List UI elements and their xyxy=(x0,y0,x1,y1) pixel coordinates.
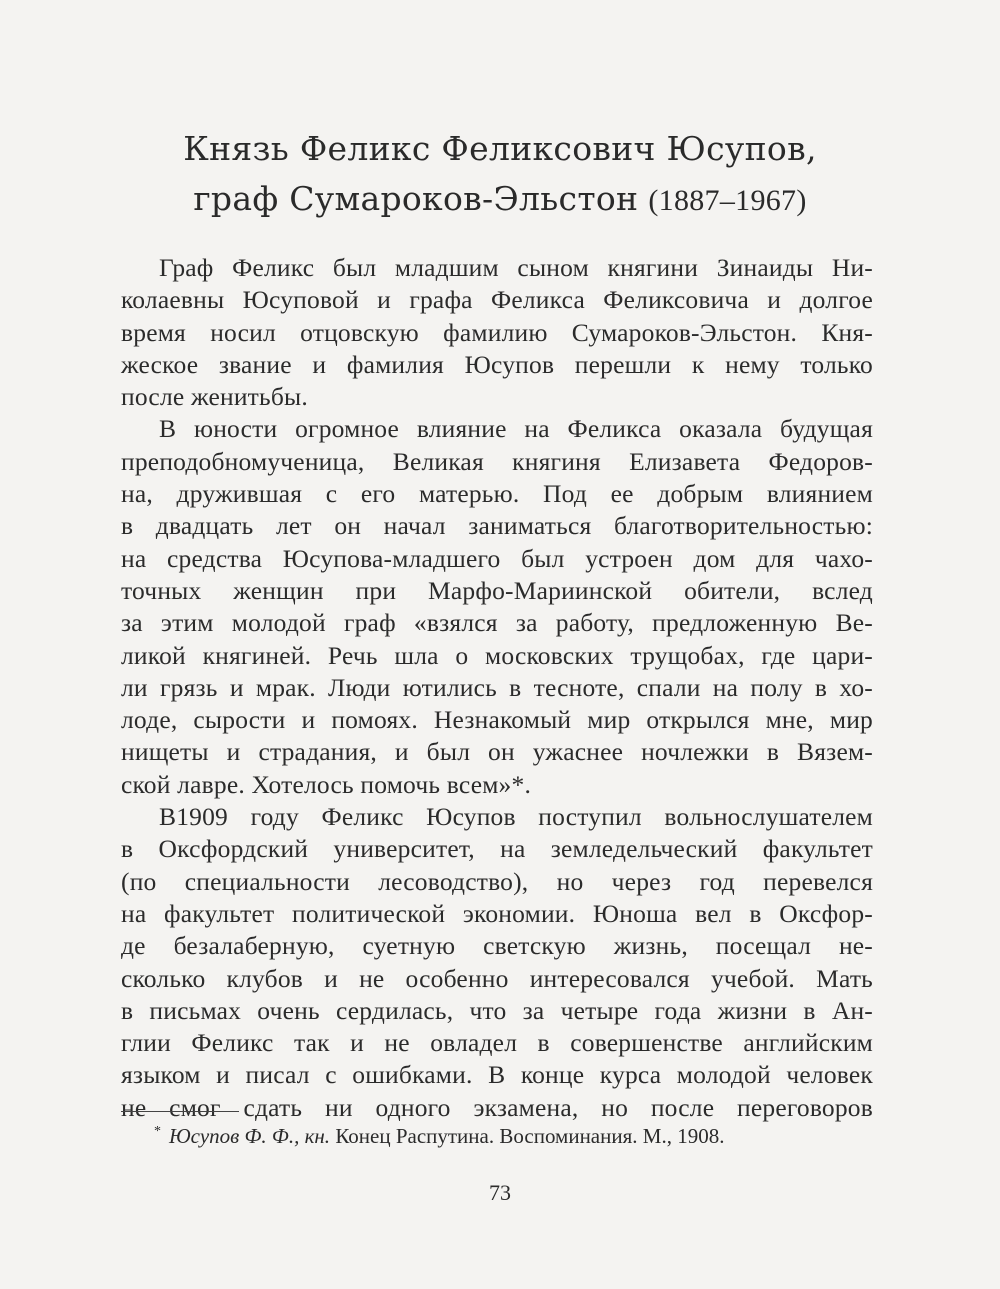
title-line-1: Князь Феликс Феликсович Юсупов, xyxy=(183,129,817,168)
text-line: время носил отцовскую фамилию Сумароков-Эльстон. Кня- xyxy=(121,317,873,347)
footnote-rule xyxy=(121,1111,239,1112)
text-line: В1909 году Феликс Юсупов поступил вольнослушателем xyxy=(159,802,873,832)
text-line: точных женщин при Марфо-Мариинской обители, вслед xyxy=(121,575,873,605)
text-line: не смог сдать ни одного экзамена, но после переговоров xyxy=(121,1092,873,1122)
text-line: после женитьбы. xyxy=(121,382,308,412)
footnote-mark: * xyxy=(154,1124,161,1139)
footnote-author: Юсупов Ф. Ф., кн. xyxy=(169,1124,331,1148)
text-line: глии Феликс так и не овладел в совершенстве английским xyxy=(121,1028,873,1058)
text-line: де безалаберную, суетную светскую жизнь, посещал не- xyxy=(121,931,873,961)
text-line: преподобномученица, Великая княгиня Елизавета Федоров- xyxy=(121,446,873,476)
text-line: ской лавре. Хотелось помочь всем»*. xyxy=(121,769,532,799)
text-line: на, дружившая с его матерью. Под ее добрым влиянием xyxy=(121,479,873,509)
text-line: за этим молодой граф «взялся за работу, предложенную Ве- xyxy=(121,608,873,638)
title-line-2-text: граф Сумароков-Эльстон xyxy=(193,179,639,218)
text-line: Граф Феликс был младшим сыном княгини Зинаиды Ни- xyxy=(159,253,873,282)
text-line: жеское звание и фамилия Юсупов перешли к нему только xyxy=(121,349,873,379)
body-text xyxy=(121,252,873,1124)
text-line: лоде, сырости и помоях. Незнакомый мир открылся мне, мир xyxy=(121,705,873,735)
text-line: на факультет политической экономии. Юноша вел в Оксфор- xyxy=(121,898,873,928)
text-line: в двадцать лет он начал заниматься благотворительностью: xyxy=(121,511,873,541)
text-line: ликой княгиней. Речь шла о московских трущобах, где цари- xyxy=(121,640,873,670)
text-line: ли грязь и мрак. Люди ютились в тесноте, спали на полу в хо- xyxy=(121,672,873,702)
footnote-text: Конец Распутина. Воспоминания. М., 1908. xyxy=(335,1124,725,1148)
text-line: в письмах очень сердилась, что за четыре года жизни в Ан- xyxy=(121,995,873,1025)
text-line: сколько клубов и не особенно интересовался учебой. Мать xyxy=(121,963,873,993)
text-line: В юности огромное влияние на Феликса оказала будущая xyxy=(159,414,873,444)
page-number: 73 xyxy=(489,1180,511,1205)
title-line-2 xyxy=(120,174,880,226)
text-line: нищеты и страдания, и был он ужаснее ночлежки в Вязем- xyxy=(121,737,873,767)
footnote xyxy=(154,1124,724,1149)
text-line: на средства Юсупова-младшего был устроен дом для чахо- xyxy=(121,543,873,573)
chapter-title xyxy=(120,124,880,226)
text-line: (по специальности лесоводство), но через год перевелся xyxy=(121,866,873,896)
text-line: языком и писал с ошибками. В конце курса молодой человек xyxy=(121,1060,873,1090)
text-line: в Оксфордский университет, на земледельческий факультет xyxy=(121,834,873,864)
text-line: колаевны Юсуповой и графа Феликса Феликсовича и долгое xyxy=(121,285,873,315)
title-years: (1887–1967) xyxy=(648,184,807,217)
